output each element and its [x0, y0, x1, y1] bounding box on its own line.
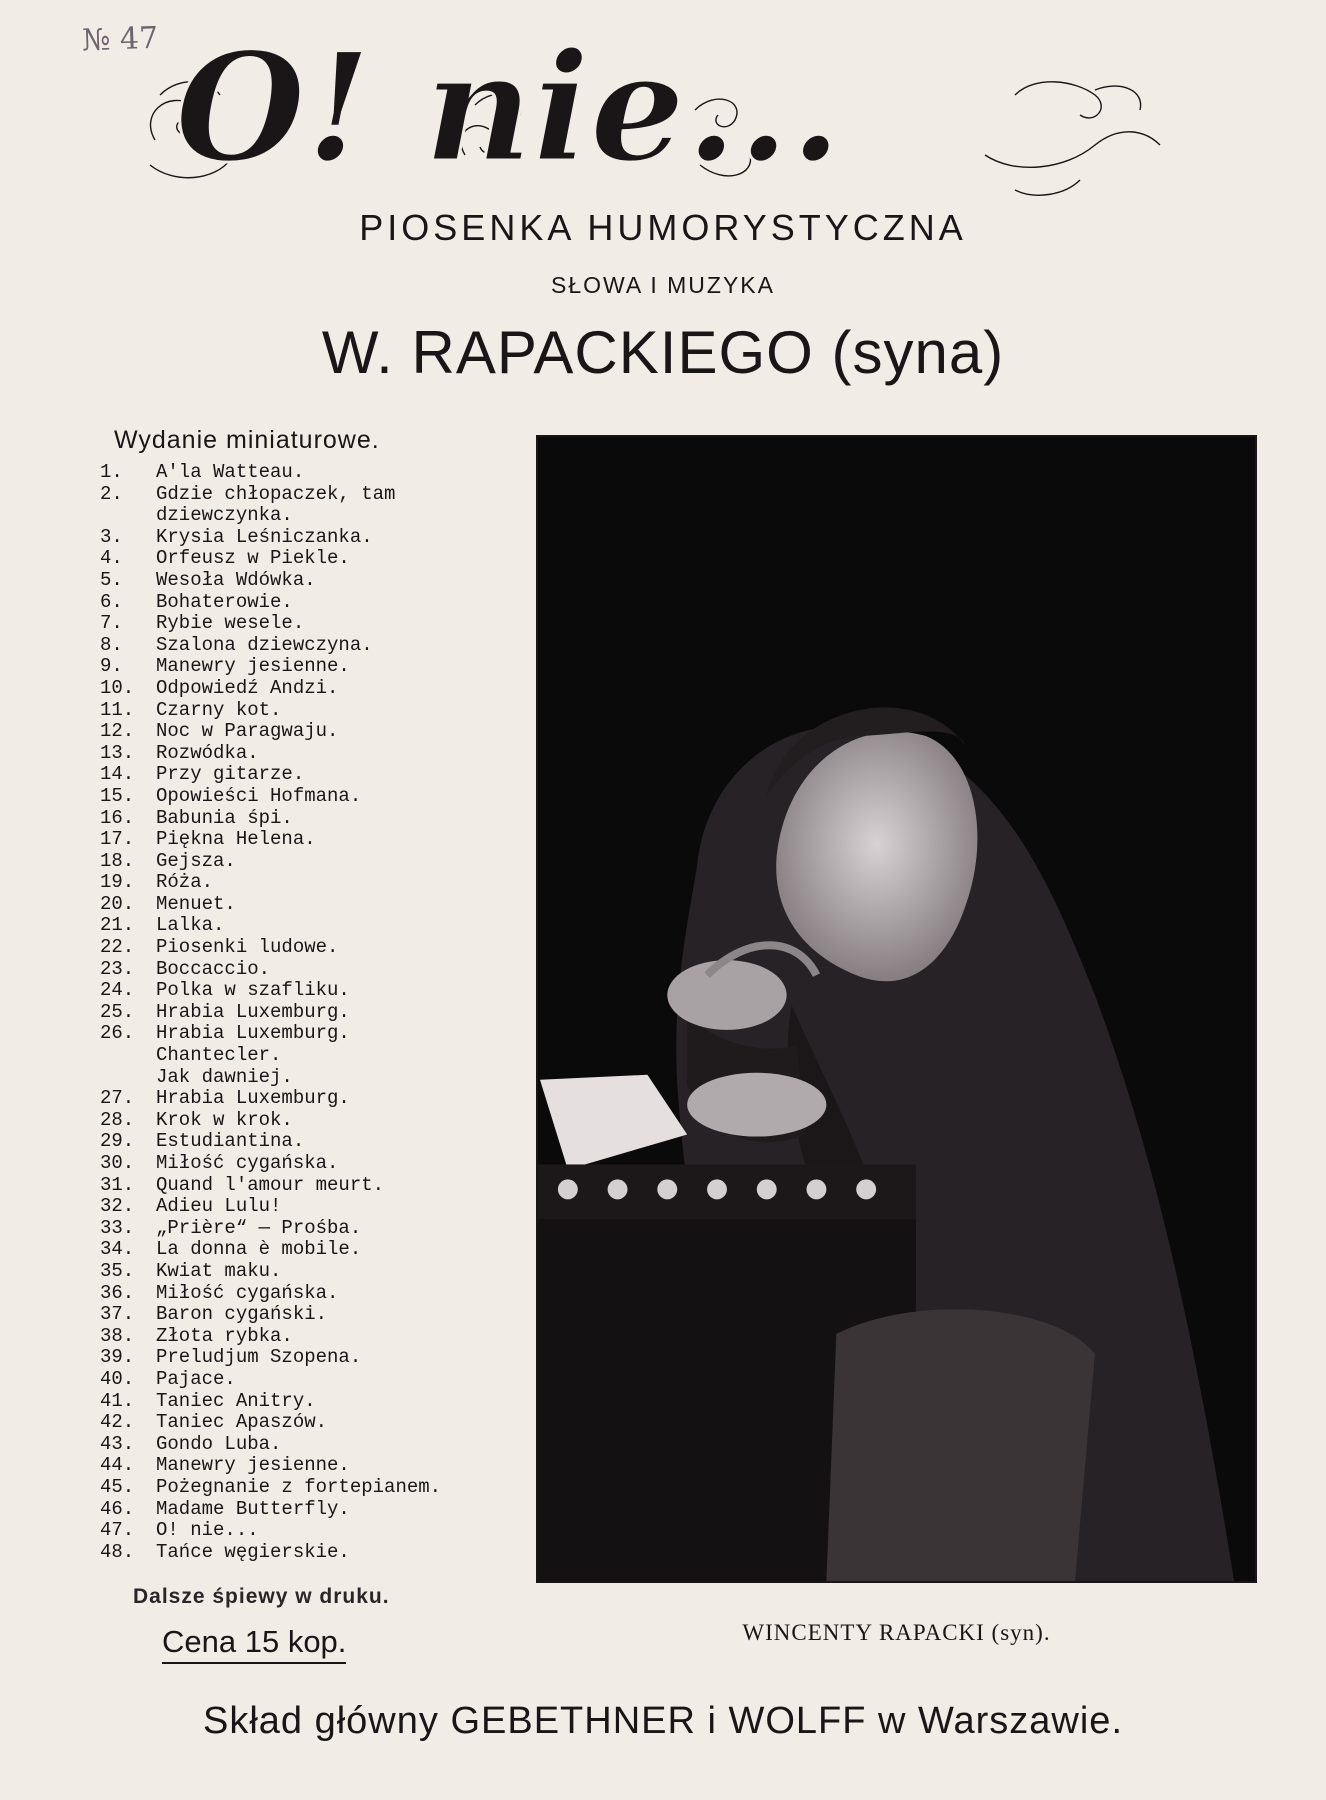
song-title: Krysia Leśniczanka.: [156, 525, 373, 548]
song-title: Adieu Lulu!: [156, 1195, 282, 1218]
song-title: Hrabia Luxemburg.: [156, 1000, 350, 1023]
song-number: 12.: [100, 720, 135, 743]
song-number: 24.: [100, 979, 135, 1002]
song-item: [100, 808, 480, 830]
song-item: [100, 937, 480, 959]
song-title: O! nie...: [156, 1519, 259, 1542]
song-title: Miłość cygańska.: [156, 1281, 339, 1304]
song-number: 29.: [100, 1130, 135, 1153]
song-item: [100, 1002, 480, 1024]
song-number: 31.: [100, 1173, 135, 1196]
song-title: Taniec Apaszów.: [156, 1411, 328, 1434]
song-number: 3.: [100, 525, 123, 548]
song-item: [100, 700, 480, 722]
song-item: [100, 1520, 480, 1542]
song-item: [100, 1499, 480, 1521]
song-item: [100, 872, 480, 894]
song-title: Róża.: [156, 871, 214, 894]
song-title: Babunia śpi.: [156, 806, 293, 829]
song-item: [100, 1304, 480, 1326]
song-item: [100, 548, 480, 570]
song-number: 19.: [100, 871, 135, 894]
song-item: [100, 1542, 480, 1564]
song-number: 14.: [100, 763, 135, 786]
song-item: [100, 1196, 480, 1218]
song-title: Opowieści Hofmana.: [156, 784, 362, 807]
author-name: W. RAPACKIEGO (syna): [321, 319, 1005, 386]
song-title: Baron cygański.: [156, 1303, 328, 1326]
song-item: [100, 980, 480, 1002]
song-item: [100, 1412, 480, 1434]
song-number: 34.: [100, 1238, 135, 1261]
song-number: 22.: [100, 936, 135, 959]
song-number: 26.: [100, 1022, 135, 1045]
song-title: Miłość cygańska.: [156, 1152, 339, 1174]
song-number: 25.: [100, 1000, 135, 1023]
song-item: [100, 1218, 480, 1240]
song-number: 13.: [100, 741, 135, 764]
song-item: [100, 894, 480, 916]
song-number: 23.: [100, 957, 135, 980]
song-title: Piękna Helena.: [156, 828, 316, 851]
song-title: Lalka.: [156, 914, 225, 937]
song-title: Rozwódka.: [156, 741, 259, 764]
song-item: [100, 570, 480, 592]
song-title: Krok w krok.: [156, 1108, 293, 1131]
song-title: Piosenki ludowe.: [156, 936, 339, 959]
song-number: 11.: [100, 698, 135, 721]
publisher-line: [0, 1700, 1326, 1743]
song-title: Noc w Paragwaju.: [156, 720, 339, 743]
song-title: Pajace.: [156, 1367, 236, 1390]
song-number: 35.: [100, 1259, 135, 1282]
song-number: 1.: [100, 461, 123, 483]
song-number: 40.: [100, 1367, 135, 1390]
publisher-name: GEBETHNER i WOLFF: [450, 1700, 867, 1742]
song-item: [100, 1131, 480, 1153]
song-title: Hrabia Luxemburg.: [156, 1087, 350, 1110]
song-title: Rybie wesele.: [156, 612, 305, 635]
song-title: Złota rybka.: [156, 1324, 293, 1347]
song-item: [100, 743, 480, 765]
song-item: [100, 1283, 480, 1305]
song-title: Hrabia Luxemburg. Chantecler. Jak dawniej.: [156, 1022, 350, 1088]
song-number: 10.: [100, 676, 135, 699]
song-number: 45.: [100, 1475, 135, 1498]
song-title: Boccaccio.: [156, 957, 271, 980]
song-item: [100, 1391, 480, 1413]
song-item: [100, 1326, 480, 1348]
more-songs-note: Dalsze śpiewy w druku.: [133, 1585, 390, 1608]
song-title: Szalona dziewczyna.: [156, 633, 373, 656]
song-title: Polka w szafliku.: [156, 979, 350, 1002]
song-item: [100, 1088, 480, 1110]
photo-caption: WINCENTY RAPACKI (syn).: [742, 1620, 1051, 1645]
song-title: Estudiantina.: [156, 1130, 305, 1153]
song-item: [100, 1455, 480, 1477]
portrait-photo: [536, 435, 1257, 1583]
song-title: Czarny kot.: [156, 698, 282, 721]
song-item: [100, 527, 480, 549]
song-item: [100, 1434, 480, 1456]
song-title: Madame Butterfly.: [156, 1497, 350, 1520]
subtitle: PIOSENKA HUMORYSTYCZNA: [359, 207, 967, 248]
song-item: [100, 1110, 480, 1132]
song-number: 18.: [100, 849, 135, 872]
publisher-prefix: Skład główny: [202, 1700, 439, 1742]
song-number: 39.: [100, 1346, 135, 1369]
song-item: [100, 915, 480, 937]
song-title: Przy gitarze.: [156, 763, 305, 786]
song-title: „Prière“ — Prośba.: [156, 1216, 362, 1239]
song-item: [100, 786, 480, 808]
song-number: 17.: [100, 828, 135, 851]
song-item: [100, 613, 480, 635]
song-number: 5.: [100, 568, 123, 591]
song-title: Manewry jesienne.: [156, 1454, 350, 1477]
song-title: Bohaterowie.: [156, 590, 293, 613]
song-title: A'la Watteau.: [156, 461, 305, 483]
song-item: [100, 656, 480, 678]
publisher-city: w Warszawie.: [878, 1700, 1124, 1742]
song-number: 38.: [100, 1324, 135, 1347]
song-number: 6.: [100, 590, 123, 613]
song-title: Preludjum Szopena.: [156, 1346, 362, 1369]
song-number: 46.: [100, 1497, 135, 1520]
song-number: 27.: [100, 1087, 135, 1110]
song-number: 30.: [100, 1152, 135, 1174]
price: Cena 15 kop.: [162, 1624, 346, 1664]
song-title: Pożegnanie z fortepianem.: [156, 1475, 442, 1498]
song-number: 15.: [100, 784, 135, 807]
song-title: Gondo Luba.: [156, 1432, 282, 1455]
song-item: [100, 959, 480, 981]
title-text: O! nie...: [175, 35, 842, 196]
song-number: 48.: [100, 1540, 135, 1563]
edition-title: Wydanie miniaturowe.: [114, 426, 380, 454]
song-item: [100, 462, 480, 484]
song-title: Menuet.: [156, 892, 236, 915]
words-music-label: SŁOWA I MUZYKA: [551, 272, 775, 298]
song-number: 28.: [100, 1108, 135, 1131]
song-item: [100, 721, 480, 743]
song-title: Manewry jesienne.: [156, 655, 350, 678]
song-number: 44.: [100, 1454, 135, 1477]
song-item: [100, 1175, 480, 1197]
song-item: [100, 1369, 480, 1391]
song-item: [100, 1239, 480, 1261]
song-number: 43.: [100, 1432, 135, 1455]
title-logo: [135, 35, 1225, 210]
song-item: [100, 829, 480, 851]
issue-number: № 47: [81, 20, 159, 59]
song-number: 32.: [100, 1195, 135, 1218]
song-title: Odpowiedź Andzi.: [156, 676, 339, 699]
song-number: 41.: [100, 1389, 135, 1412]
song-item: [100, 1153, 480, 1175]
song-number: 7.: [100, 612, 123, 635]
song-item: [100, 851, 480, 873]
song-number: 33.: [100, 1216, 135, 1239]
song-number: 47.: [100, 1519, 135, 1542]
song-item: [100, 1023, 480, 1088]
song-item: [100, 484, 480, 527]
song-number: 21.: [100, 914, 135, 937]
song-number: 16.: [100, 806, 135, 829]
song-title: Orfeusz w Piekle.: [156, 547, 350, 570]
portrait-illustration: [538, 437, 1255, 1581]
song-item: [100, 764, 480, 786]
song-item: [100, 635, 480, 657]
song-title: Wesoła Wdówka.: [156, 568, 316, 591]
song-list: [100, 462, 480, 1563]
song-number: 20.: [100, 892, 135, 915]
song-title: Gejsza.: [156, 849, 236, 872]
song-title: La donna è mobile.: [156, 1238, 362, 1261]
song-item: [100, 678, 480, 700]
song-title: Taniec Anitry.: [156, 1389, 316, 1412]
song-number: 4.: [100, 547, 123, 570]
song-number: 9.: [100, 655, 123, 678]
song-title: Tańce węgierskie.: [156, 1540, 350, 1563]
song-number: 36.: [100, 1281, 135, 1304]
song-item: [100, 1347, 480, 1369]
song-title: Gdzie chłopaczek, tam dziewczynka.: [156, 482, 396, 527]
song-item: [100, 1261, 480, 1283]
song-number: 8.: [100, 633, 123, 656]
song-number: 2.: [100, 482, 123, 505]
song-title: Quand l'amour meurt.: [156, 1173, 385, 1196]
song-item: [100, 592, 480, 614]
song-title: Kwiat maku.: [156, 1259, 282, 1282]
song-item: [100, 1477, 480, 1499]
song-number: 42.: [100, 1411, 135, 1434]
song-number: 37.: [100, 1303, 135, 1326]
